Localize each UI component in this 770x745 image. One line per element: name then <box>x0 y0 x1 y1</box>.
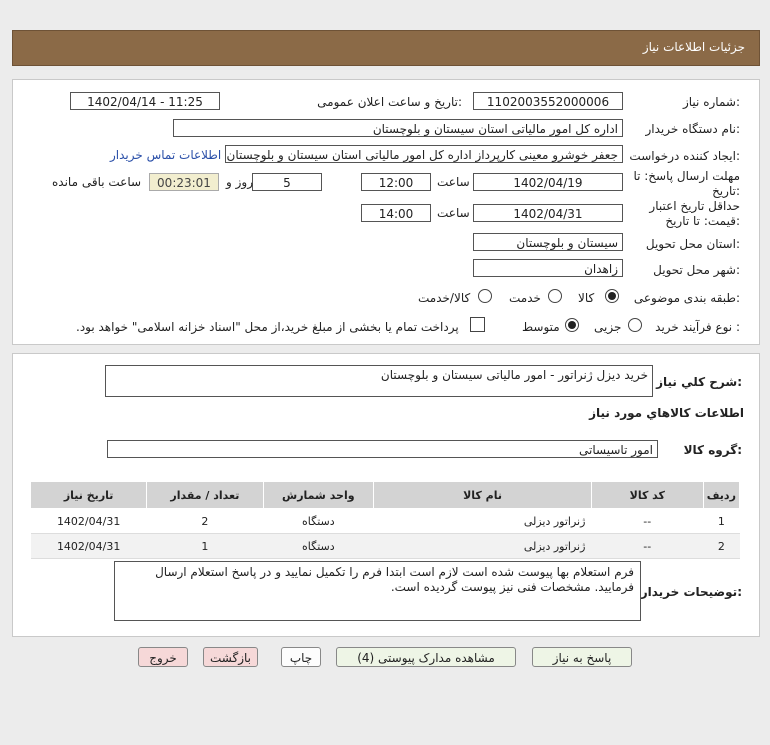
col-code-header: کد کالا <box>591 482 703 509</box>
process-label: نوع فرآیند خرید : <box>655 320 740 334</box>
days-label: روز و <box>226 175 253 189</box>
need-summary-field[interactable]: خرید دیزل ژنراتور - امور مالیاتی سیستان و بلوچستان <box>105 365 653 397</box>
deadline-time-field[interactable]: 12:00 <box>361 173 431 191</box>
cell-unit: دستگاه <box>263 509 374 534</box>
col-name-header: نام کالا <box>374 482 592 509</box>
remaining-time-label: ساعت باقی مانده <box>52 175 142 189</box>
treasury-payment-note: پرداخت تمام یا بخشی از مبلغ خرید،از محل "اسناد خزانه اسلامی" خواهد بود. <box>76 320 459 334</box>
city-field[interactable]: زاهدان <box>473 259 623 277</box>
category-radio-service[interactable] <box>548 289 562 303</box>
category-radio-goods-service[interactable] <box>478 289 492 303</box>
buyer-org-field[interactable]: اداره کل امور مالیاتی استان سیستان و بلوچستان <box>173 119 623 137</box>
goods-group-label: گروه کالا: <box>683 443 742 457</box>
goods-table <box>30 481 740 559</box>
need-summary-label: شرح کلي نياز: <box>656 375 742 389</box>
announce-label: تاریخ و ساعت اعلان عمومی: <box>317 95 462 109</box>
process-option-medium: متوسط <box>522 320 560 334</box>
buyer-org-label: نام دستگاه خریدار: <box>645 122 740 136</box>
province-label: استان محل تحویل: <box>645 237 740 251</box>
treasury-payment-checkbox[interactable] <box>470 317 485 332</box>
table-row[interactable] <box>31 534 740 559</box>
days-field[interactable]: 5 <box>252 173 322 191</box>
remaining-time-field: 00:23:01 <box>149 173 219 191</box>
exit-button[interactable]: خروج <box>138 647 188 667</box>
buyer-notes-field[interactable]: فرم استعلام بها پیوست شده است لازم است ابتدا فرم را تکمیل نمایید و در پاسخ استعلام ارسال فرمایید. مشخصات فنی نیز پیوست گردیده است. <box>114 561 641 621</box>
page-title: جزئیات اطلاعات نیاز <box>642 40 745 54</box>
category-option-goods: کالا <box>578 291 595 305</box>
deadline-label-line2: تاریخ: <box>712 184 740 198</box>
page-header <box>12 30 760 66</box>
cell-row: 2 <box>703 534 739 559</box>
creator-label: ایجاد کننده درخواست: <box>629 149 740 163</box>
cell-qty: 1 <box>147 534 263 559</box>
validity-label-line2: قیمت: تا تاریخ: <box>665 214 740 228</box>
col-qty-header: تعداد / مقدار <box>147 482 263 509</box>
category-label: طبقه بندی موضوعی: <box>633 291 740 305</box>
city-label: شهر محل تحویل: <box>653 263 740 277</box>
goods-table-header <box>31 482 740 509</box>
validity-time-label: ساعت <box>437 206 470 220</box>
province-field[interactable]: سیستان و بلوچستان <box>473 233 623 251</box>
cell-name: ژنراتور دیزلی <box>374 509 592 534</box>
cell-date: 1402/04/31 <box>31 509 147 534</box>
deadline-label-line1: مهلت ارسال پاسخ: تا <box>633 169 740 183</box>
category-radio-goods[interactable] <box>605 289 619 303</box>
goods-info-title: اطلاعات کالاهاي مورد نياز <box>589 406 744 420</box>
process-radio-medium[interactable] <box>565 318 579 332</box>
deadline-label <box>633 169 740 199</box>
print-button[interactable]: چاپ <box>281 647 321 667</box>
view-attachments-button[interactable]: مشاهده مدارک پیوستی (4) <box>336 647 516 667</box>
back-button[interactable]: بازگشت <box>203 647 258 667</box>
col-row-header: ردیف <box>703 482 739 509</box>
process-option-minor: جزیی <box>594 320 622 334</box>
cell-unit: دستگاه <box>263 534 374 559</box>
cell-name: ژنراتور دیزلی <box>374 534 592 559</box>
cell-row: 1 <box>703 509 739 534</box>
validity-label <box>649 199 740 229</box>
creator-field[interactable]: جعفر خوشرو معینی کارپرداز اداره کل امور مالیاتی استان سیستان و بلوچستان <box>225 145 623 163</box>
need-number-field[interactable]: 1102003552000006 <box>473 92 623 110</box>
category-option-goods-service: کالا/خدمت <box>418 291 471 305</box>
buyer-contact-link[interactable]: اطلاعات تماس خریدار <box>110 148 222 162</box>
cell-qty: 2 <box>147 509 263 534</box>
table-row[interactable] <box>31 509 740 534</box>
deadline-time-label: ساعت <box>437 175 470 189</box>
validity-date-field[interactable]: 1402/04/31 <box>473 204 623 222</box>
validity-time-field[interactable]: 14:00 <box>361 204 431 222</box>
col-unit-header: واحد شمارش <box>263 482 374 509</box>
goods-group-field[interactable]: امور تاسیساتی <box>107 440 658 458</box>
cell-code: -- <box>591 534 703 559</box>
announce-datetime-field[interactable]: 1402/04/14 - 11:25 <box>70 92 220 110</box>
validity-label-line1: حداقل تاریخ اعتبار <box>649 199 740 213</box>
cell-date: 1402/04/31 <box>31 534 147 559</box>
need-number-label: شماره نیاز: <box>682 95 740 109</box>
category-option-service: خدمت <box>509 291 541 305</box>
reply-button[interactable]: پاسخ به نیاز <box>532 647 632 667</box>
cell-code: -- <box>591 509 703 534</box>
deadline-date-field[interactable]: 1402/04/19 <box>473 173 623 191</box>
col-date-header: تاریخ نیاز <box>31 482 147 509</box>
buyer-notes-label: توضیحات خریدار: <box>640 585 742 599</box>
process-radio-minor[interactable] <box>628 318 642 332</box>
